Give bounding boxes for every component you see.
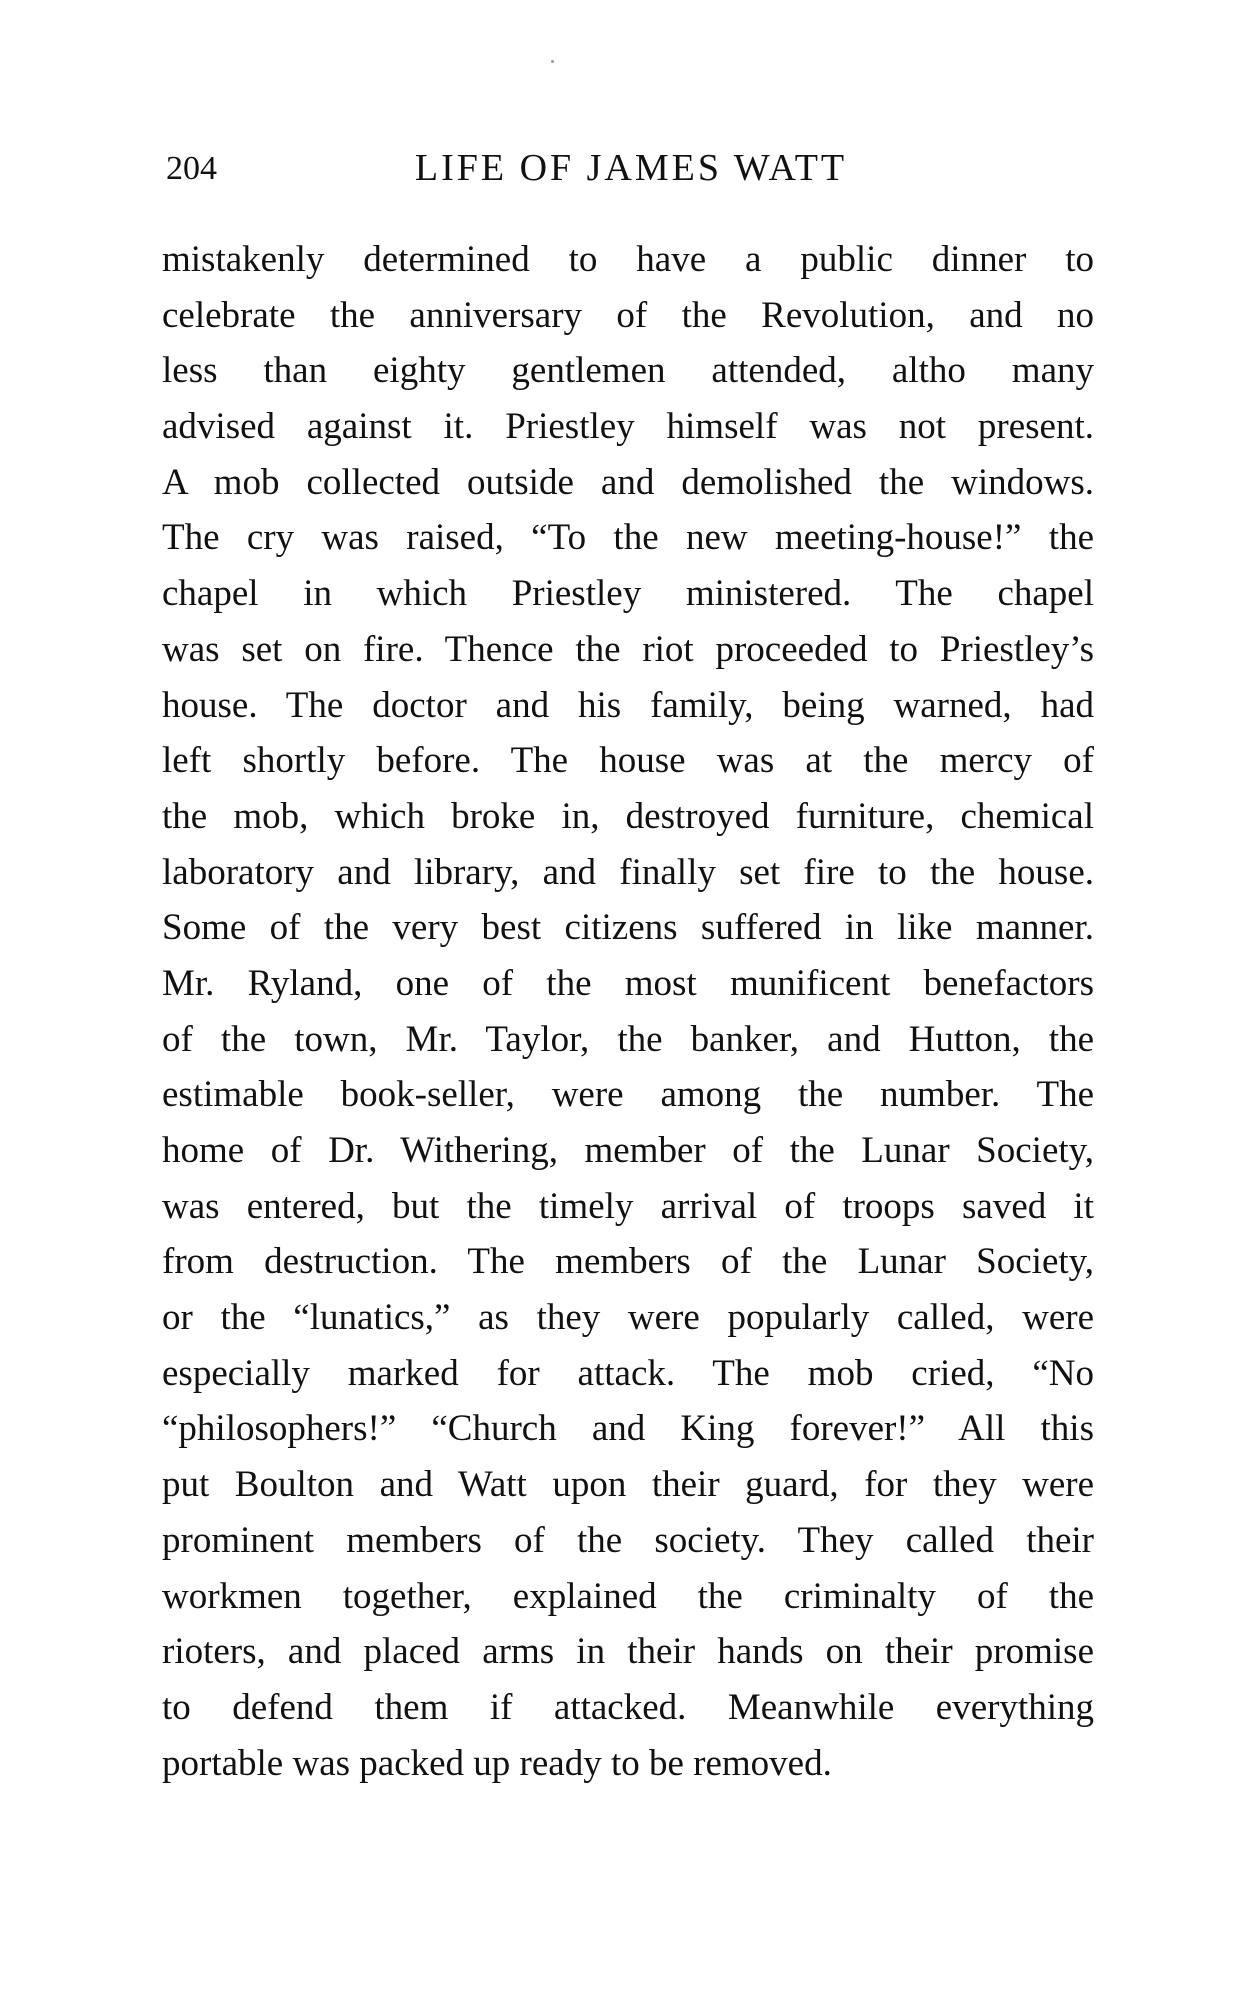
- text-line: the mob, which broke in, destroyed furniture, chemical: [162, 795, 1094, 837]
- text-line: chapel in which Priestley ministered. The chapel: [162, 573, 1094, 615]
- text-line: Some of the very best citizens suffered in like manner.: [162, 907, 1094, 949]
- text-line: prominent members of the society. They called their: [162, 1519, 1094, 1561]
- scan-speck: [551, 60, 554, 63]
- text-line: celebrate the anniversary of the Revolution, and no: [162, 294, 1094, 336]
- text-line: workmen together, explained the criminalty of the: [162, 1575, 1094, 1617]
- text-line: especially marked for attack. The mob cried, “No: [162, 1352, 1094, 1394]
- text-line: portable was packed up ready to be removed.: [162, 1742, 832, 1784]
- text-line: The cry was raised, “To the new meeting-house!” the: [162, 517, 1094, 559]
- text-line: rioters, and placed arms in their hands on their promise: [162, 1631, 1094, 1673]
- running-title: LIFE OF JAMES WATT: [414, 147, 848, 189]
- text-line: to defend them if attacked. Meanwhile everything: [162, 1686, 1094, 1728]
- text-line: or the “lunatics,” as they were popularly called, were: [162, 1297, 1094, 1339]
- text-line: of the town, Mr. Taylor, the banker, and Hutton, the: [162, 1018, 1094, 1060]
- text-line: home of Dr. Withering, member of the Lunar Society,: [162, 1130, 1094, 1171]
- text-line: A mob collected outside and demolished the windows.: [162, 461, 1094, 503]
- text-line: house. The doctor and his family, being warned, had: [162, 684, 1094, 726]
- text-line: estimable book-seller, were among the number. The: [162, 1074, 1094, 1116]
- text-line: put Boulton and Watt upon their guard, for they were: [162, 1464, 1094, 1506]
- text-line: “philosophers!” “Church and King forever!” All this: [162, 1408, 1094, 1450]
- text-line: left shortly before. The house was at the mercy of: [162, 740, 1094, 782]
- text-line: Mr. Ryland, one of the most munificent benefactors: [162, 962, 1094, 1004]
- text-line: from destruction. The members of the Lunar Society,: [162, 1241, 1094, 1283]
- body-text: [162, 232, 1094, 1791]
- text-line: was entered, but the timely arrival of troops saved it: [162, 1185, 1094, 1227]
- text-line: mistakenly determined to have a public dinner to: [162, 239, 1094, 280]
- text-line: advised against it. Priestley himself was not present.: [162, 406, 1094, 448]
- text-line: laboratory and library, and finally set fire to the house.: [162, 851, 1094, 893]
- text-line: was set on fire. Thence the riot proceeded to Priestley’s: [162, 628, 1094, 670]
- text-line: less than eighty gentlemen attended, altho many: [162, 350, 1094, 392]
- page-number: 204: [166, 150, 217, 187]
